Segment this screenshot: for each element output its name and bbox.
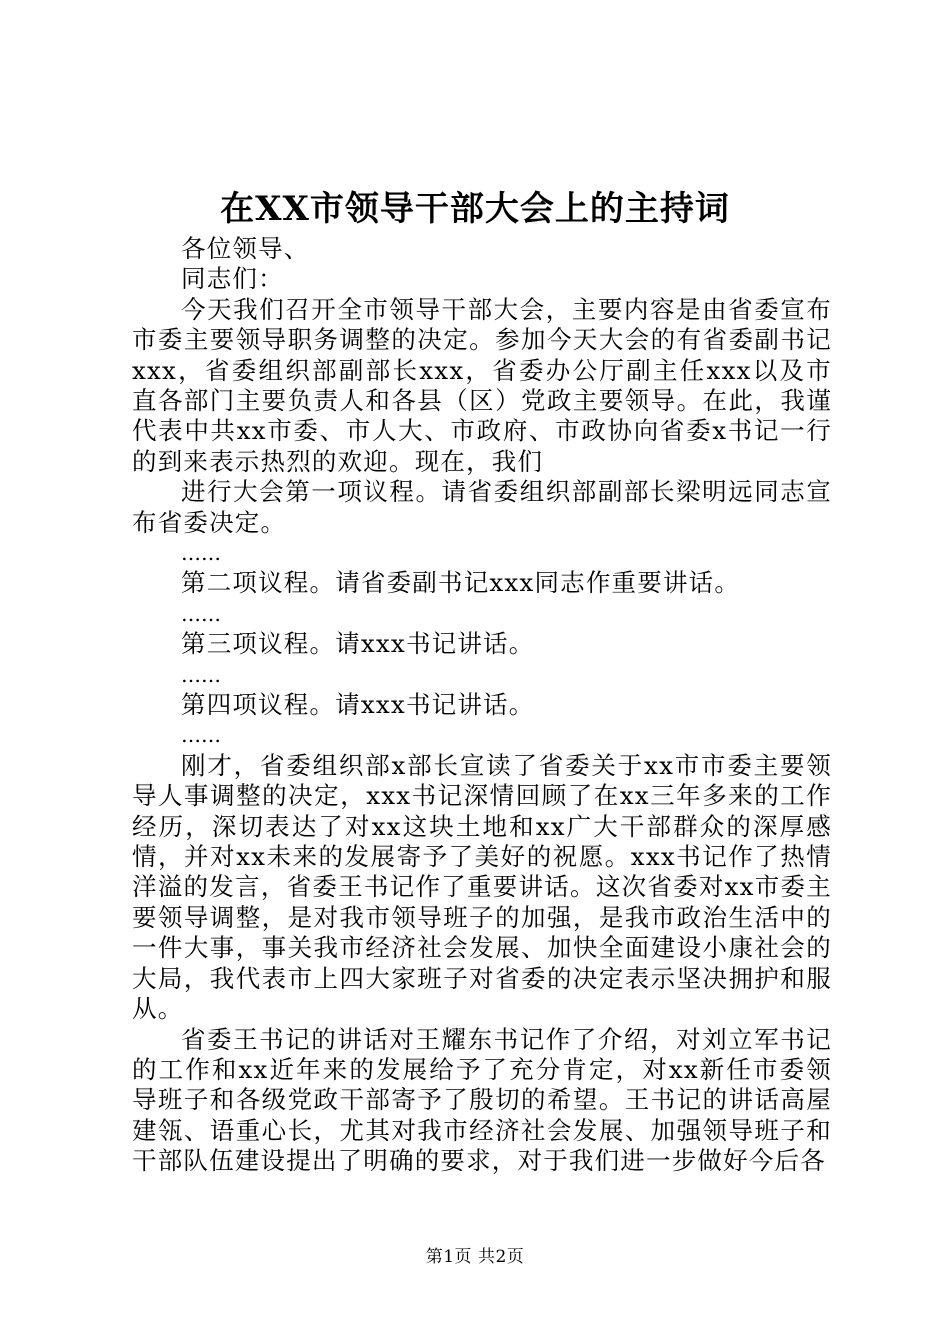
- paragraph-agenda-4: 第四项议程。请xxx书记讲话。: [181, 690, 535, 720]
- paragraph-speech-review: 省委王书记的讲话对王耀东书记作了介绍，对刘立军书记的工作和xx近年来的发展给予了充分肯定，对xx新任市委领导班子和各级党政干部寄予了殷切的希望。王书记的讲话高屋建瓴、语重心长，尤其对我市经济社会发展、加强领导班子和干部队伍建设提出了明确的要求，对于我们进一步做好今后各: [132, 1024, 832, 1176]
- paragraph-summary: 刚才，省委组织部x部长宣读了省委关于xx市市委主要领导人事调整的决定，xxx书记深情回顾了在xx三年多来的工作经历，深切表达了对xx这块土地和xx广大干部群众的深厚感情，并对xx未来的发展寄予了美好的祝愿。xxx书记作了热情洋溢的发言，省委王书记作了重要讲话。这次省委对xx市委主要领导调整，是对我市领导班子的加强，是我市政治生活中的一件大事，事关我市经济社会发展、加快全面建设小康社会的大局，我代表市上四大家班子对省委的决定表示坚决拥护和服从。: [132, 750, 832, 1024]
- page-footer: 第1页 共2页: [425, 1247, 525, 1267]
- ellipsis-3: ……: [181, 662, 221, 687]
- document-body: [132, 234, 832, 1177]
- salutation-comrades: 同志们：: [181, 264, 284, 294]
- document-title: 在XX市领导干部大会上的主持词: [220, 189, 730, 229]
- paragraph-opening: 今天我们召开全市领导干部大会，主要内容是由省委宣布市委主要领导职务调整的决定。参加今天大会的有省委副书记xxx，省委组织部副部长xxx，省委办公厅副主任xxx以及市直各部门主要负责人和各县（区）党政主要领导。在此，我谨代表中共xx市委、市人大、市政府、市政协向省委x书记一行的到来表示热烈的欢迎。现在，我们: [132, 294, 832, 476]
- paragraph-agenda-1: 进行大会第一项议程。请省委组织部副部长梁明远同志宣布省委决定。: [132, 477, 832, 537]
- paragraph-agenda-3: 第三项议程。请xxx书记讲话。: [181, 629, 535, 659]
- ellipsis-1: ……: [181, 541, 221, 566]
- ellipsis-4: ……: [181, 723, 221, 748]
- ellipsis-2: ……: [181, 601, 221, 626]
- paragraph-agenda-2: 第二项议程。请省委副书记xxx同志作重要讲话。: [181, 568, 741, 598]
- salutation-leaders: 各位领导、: [181, 234, 310, 263]
